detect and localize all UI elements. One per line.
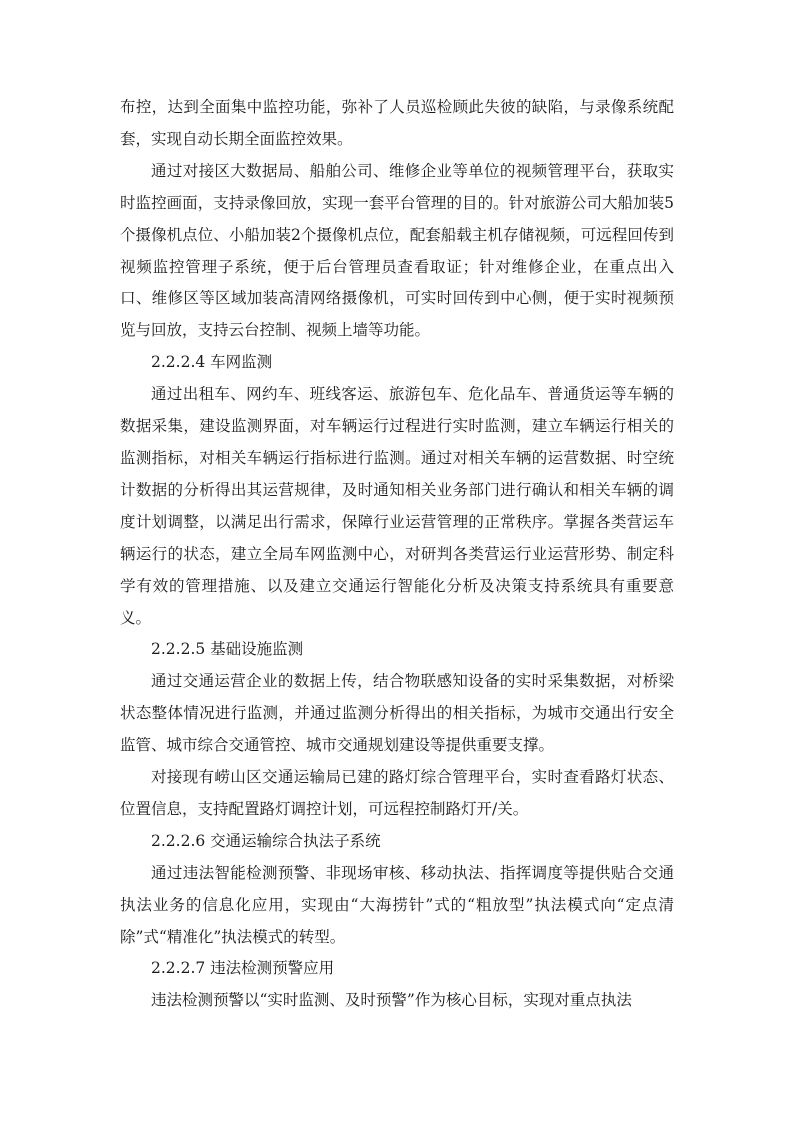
paragraph-violation-warning: 违法检测预警以“实时监测、及时预警”作为核心目标，实现对重点执法 bbox=[151, 991, 632, 1010]
section-heading-infrastructure: 2.2.2.5 基础设施监测 bbox=[151, 640, 304, 659]
document-body bbox=[120, 92, 674, 1017]
paragraph-video-platform: 通过对接区大数据局、船舶公司、维修企业等单位的视频管理平台，获取实时监控画面，支持录像回放，实现一套平台管理的目的。针对旅游公司大船加装5个摄像机点位、小船加装2个摄像机点位，配套船载主机存储视频，可远程回传到视频监控管理子系统，便于后台管理员查看取证；针对维修企业，在重点出入口、维修区等区域加装高清网络摄像机，可实时回传到中心侧，便于实时视频预览与回放，支持云台控制、视频上墙等功能。 bbox=[120, 161, 674, 340]
section-heading-law-enforcement: 2.2.2.6 交通运输综合执法子系统 bbox=[151, 831, 381, 850]
paragraph-monitoring-continuation: 布控，达到全面集中监控功能，弥补了人员巡检顾此失彼的缺陷，与录像系统配套，实现自动长期全面监控效果。 bbox=[120, 98, 674, 148]
paragraph-bridge-monitoring: 通过交通运营企业的数据上传，结合物联感知设备的实时采集数据，对桥梁状态整体情况进行监测，并通过监测分析得出的相关指标，为城市交通出行安全监管、城市综合交通管控、城市交通规划建设等提供重要支撑。 bbox=[120, 672, 674, 755]
section-heading-vehicle-network: 2.2.2.4 车网监测 bbox=[151, 353, 273, 372]
paragraph-law-enforcement: 通过违法智能检测预警、非现场审核、移动执法、指挥调度等提供贴合交通执法业务的信息化应用，实现由“大海捞针”式的“粗放型”执法模式向“定点清除”式“精准化”执法模式的转型。 bbox=[120, 863, 674, 946]
section-heading-violation-warning: 2.2.2.7 违法检测预警应用 bbox=[151, 959, 335, 978]
paragraph-streetlight-platform: 对接现有崂山区交通运输局已建的路灯综合管理平台，实时查看路灯状态、位置信息，支持配置路灯调控计划，可远程控制路灯开/关。 bbox=[120, 768, 674, 818]
paragraph-vehicle-network: 通过出租车、网约车、班线客运、旅游包车、危化品车、普通货运等车辆的数据采集，建设监测界面，对车辆运行过程进行实时监测，建立车辆运行相关的监测指标，对相关车辆运行指标进行监测。通过对相关车辆的运营数据、时空统计数据的分析得出其运营规律，及时通知相关业务部门进行确认和相关车辆的调度计划调整，以满足出行需求，保障行业运营管理的正常秩序。掌握各类营运车辆运行的状态，建立全局车网监测中心，对研判各类营运行业运营形势、制定科学有效的管理措施、以及建立交通运行智能化分析及决策支持系统具有重要意义。 bbox=[120, 385, 674, 627]
